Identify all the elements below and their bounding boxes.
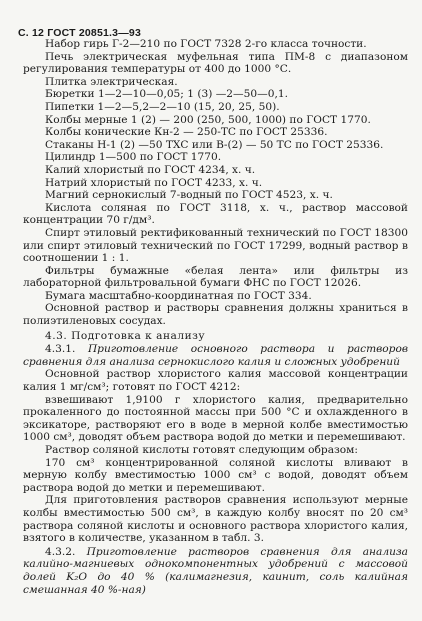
- subsection-number: 4.3.1.: [45, 343, 76, 356]
- paragraph: Основной раствор хлористого калия массовой концентрации калия 1 мг/см³; готовят по ГОСТ 4212:: [23, 368, 408, 394]
- paragraph: Для приготовления растворов сравнения используют мерные колбы вместимостью 500 см³, в каждую колбу вносят по 20 см³ раствора соляной кислоты и основного раствора хлористого калия, взятого в количестве, указанном в табл. 3.: [23, 494, 408, 545]
- list-item: Кислота соляная по ГОСТ 3118, х. ч., раствор массовой концентрации 70 г/дм³.: [23, 201, 408, 227]
- list-item: Основной раствор и растворы сравнения должны храниться в полиэтиленовых сосудах.: [23, 302, 408, 328]
- subsection-number: 4.3.2.: [45, 545, 76, 558]
- list-item: Магний сернокислый 7-водный по ГОСТ 4523, х. ч.: [45, 189, 333, 202]
- paragraph: взвешивают 1,9100 г хлористого калия, предварительно прокаленного до постоянной массы при 500 °С и охлажденного в эксикаторе, растворяют его в воде в мерной колбе вместимостью 1000 см³, доводят объем раствора водой до метки и перемешивают.: [23, 393, 408, 444]
- list-item: Колбы конические Кн-2 — 250-ТС по ГОСТ 25336.: [45, 126, 328, 139]
- list-item: Стаканы Н-1 (2) —50 ТХС или В-(2) — 50 ТС по ГОСТ 25336.: [45, 138, 384, 151]
- equipment-list: [23, 38, 408, 328]
- section-heading: 4.3. Подготовка к анализу: [45, 329, 206, 342]
- list-item: Цилиндр 1—500 по ГОСТ 1770.: [45, 151, 222, 164]
- list-item: Фильтры бумажные «белая лента» или фильтры из лабораторной фильтровальной бумаги ФНС по ГОСТ 12026.: [23, 264, 408, 290]
- list-item: Калий хлористый по ГОСТ 4234, х. ч.: [45, 163, 256, 176]
- list-item: Бюретки 1—2—10—0,05; 1 (3) —2—50—0,1.: [45, 88, 288, 101]
- list-item: Натрий хлористый по ГОСТ 4233, х. ч.: [45, 176, 263, 189]
- paragraph: Раствор соляной кислоты готовят следующим образом:: [45, 444, 358, 456]
- list-item: Колбы мерные 1 (2) — 200 (250, 500, 1000) по ГОСТ 1770.: [45, 113, 371, 126]
- subsection-title: Приготовление растворов сравнения для анализа калийно-магниевых однокомпонентных удобрений с массовой долей K₂O до 40 % (калимагнезия, каинит, соль калийная смешанная 40 %-ная): [23, 545, 408, 596]
- list-item: Пипетки 1—2—5,2—2—10 (15, 20, 25, 50).: [45, 100, 280, 113]
- subsection-4-3-1: [23, 343, 408, 368]
- subsection-4-3-2: [23, 546, 408, 596]
- list-item: Спирт этиловый ректификованный технический по ГОСТ 18300 или спирт этиловый технический по ГОСТ 17299, водный раствор в соотношении 1 : 1.: [23, 226, 408, 265]
- list-item: Набор гирь Г-2—210 по ГОСТ 7328 2-го класса точности.: [45, 38, 367, 50]
- page-header: С. 12 ГОСТ 20851.3—93: [18, 27, 141, 39]
- list-item: Бумага масштабно-координатная по ГОСТ 334.: [45, 289, 312, 302]
- paragraph: 170 см³ концентрированной соляной кислоты вливают в мерную колбу вместимостью 1000 см³ с водой, доводят объем раствора водой до метки и перемешивают.: [23, 456, 408, 494]
- list-item: Печь электрическая муфельная типа ПМ-8 с диапазоном регулирования температуры от 400 до 1000 °С.: [23, 50, 408, 76]
- document-body: [23, 38, 408, 596]
- subsection-title: Приготовление основного раствора и растворов сравнения для анализа сернокислого калия и сложных удобрений: [23, 343, 408, 368]
- list-item: Плитка электрическая.: [45, 75, 178, 88]
